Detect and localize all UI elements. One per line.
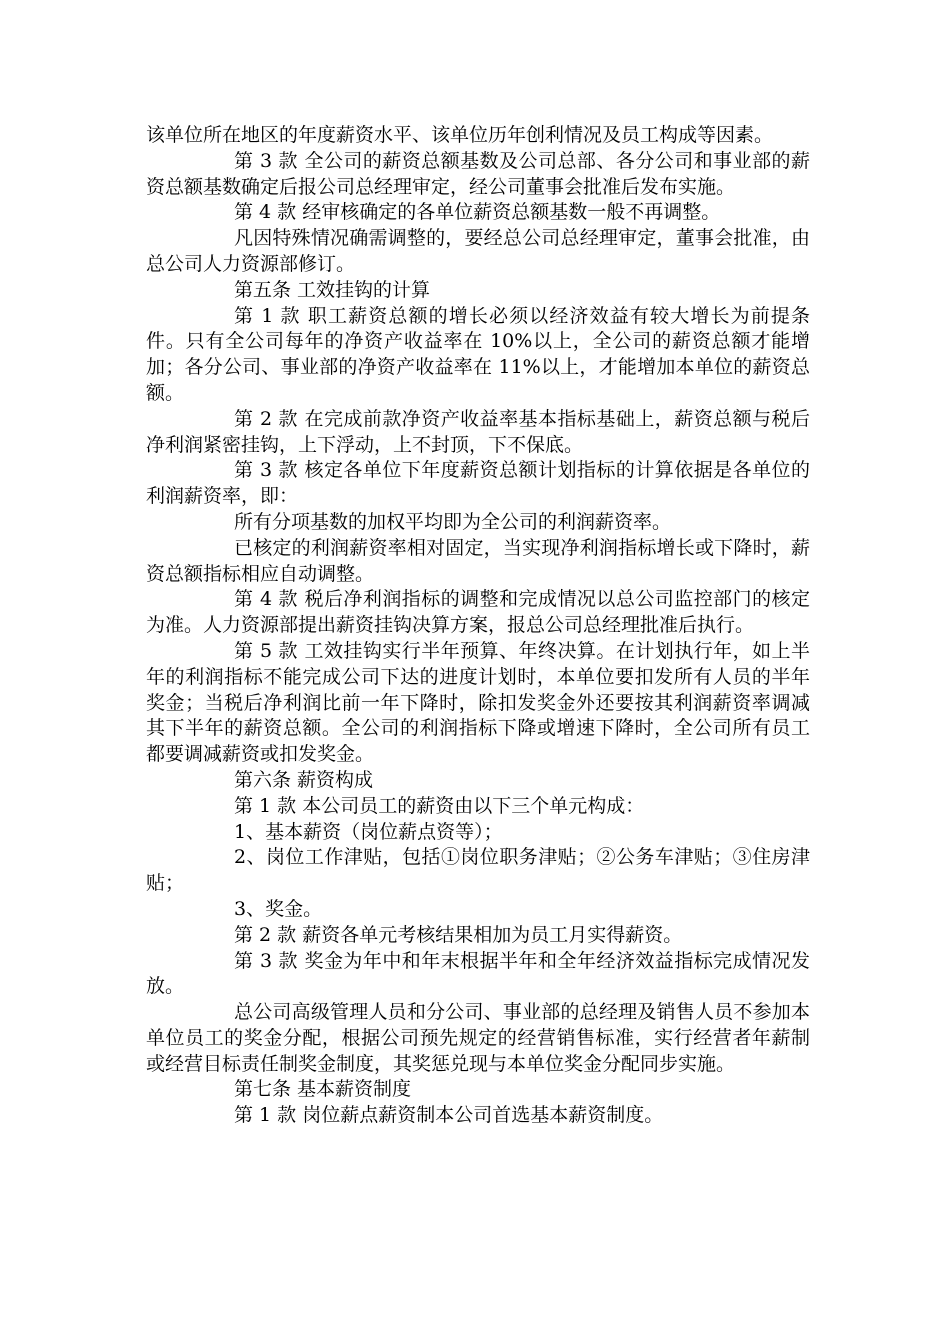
paragraph-article5-clause-1: 第 1 款 职工薪资总额的增长必须以经济效益有较大增长为前提条件。只有全公司每年的净资产收益率在 10%以上，全公司的薪资总额才能增加；各分公司、事业部的净资产收益率在 11%以上，才能增加本单位的薪资总额。 [146, 304, 810, 404]
paragraph-weighted-average: 所有分项基数的加权平均即为全公司的利润薪资率。 [234, 510, 672, 533]
article-heading-5: 第五条 工效挂钩的计算 [234, 278, 431, 301]
paragraph-article5-clause-5: 第 5 款 工效挂钩实行半年预算、年终决算。在计划执行年，如上半年的利润指标不能完成公司下达的进度计划时，本单位要扣发所有人员的半年奖金；当税后净利润比前一年下降时，除扣发奖金外还要按其利润薪资率调减其下半年的薪资总额。全公司的利润指标下降或增速下降时，全公司所有员工都要调减薪资或扣发奖金。 [146, 639, 810, 766]
list-item-bonus: 3、奖金。 [234, 897, 323, 920]
article-heading-6: 第六条 薪资构成 [234, 768, 374, 791]
paragraph-continuation: 该单位所在地区的年度薪资水平、该单位历年创利情况及员工构成等因素。 [146, 124, 774, 146]
list-item-base-salary: 1、基本薪资（岗位薪点资等）； [234, 820, 503, 843]
paragraph-article6-clause-3: 第 3 款 奖金为年中和年末根据半年和全年经济效益指标完成情况发放。 [146, 949, 810, 998]
paragraph-article6-clause-1: 第 1 款 本公司员工的薪资由以下三个单元构成： [234, 794, 645, 817]
paragraph-clause-3: 第 3 款 全公司的薪资总额基数及公司总部、各分公司和事业部的薪资总额基数确定后报公司总经理审定，经公司董事会批准后发布实施。 [146, 149, 810, 198]
paragraph-article5-clause-3: 第 3 款 核定各单位下年度薪资总额计划指标的计算依据是各单位的利润薪资率，即： [146, 459, 810, 508]
paragraph-article5-clause-2: 第 2 款 在完成前款净资产收益率基本指标基础上，薪资总额与税后净利润紧密挂钩，上下浮动，上不封顶，下不保底。 [146, 407, 810, 456]
paragraph-article5-clause-4: 第 4 款 税后净利润指标的调整和完成情况以总公司监控部门的核定为准。人力资源部提出薪资挂钩决算方案，报总公司总经理批准后执行。 [146, 588, 810, 637]
paragraph-clause-4: 第 4 款 经审核确定的各单位薪资总额基数一般不再调整。 [234, 201, 721, 224]
paragraph-article7-clause-1: 第 1 款 岗位薪点薪资制本公司首选基本薪资制度。 [234, 1104, 664, 1127]
paragraph-article6-clause-2: 第 2 款 薪资各单元考核结果相加为员工月实得薪资。 [234, 923, 683, 946]
list-item-allowance: 2、岗位工作津贴，包括①岗位职务津贴；②公务车津贴；③住房津贴； [146, 846, 810, 895]
article-heading-7: 第七条 基本薪资制度 [234, 1078, 412, 1101]
paragraph-auto-adjust: 已核定的利润薪资率相对固定，当实现净利润指标增长或下降时，薪资总额指标相应自动调整。 [146, 536, 810, 585]
paragraph-senior-management: 总公司高级管理人员和分公司、事业部的总经理及销售人员不参加本单位员工的奖金分配，根据公司预先规定的经营销售标准，实行经营者年薪制或经营目标责任制奖金制度，其奖惩兑现与本单位奖金分配同步实施。 [146, 1001, 810, 1075]
document-body [146, 123, 810, 1129]
paragraph-special-adjustment: 凡因特殊情况确需调整的，要经总公司总经理审定，董事会批准，由总公司人力资源部修订。 [146, 227, 810, 275]
